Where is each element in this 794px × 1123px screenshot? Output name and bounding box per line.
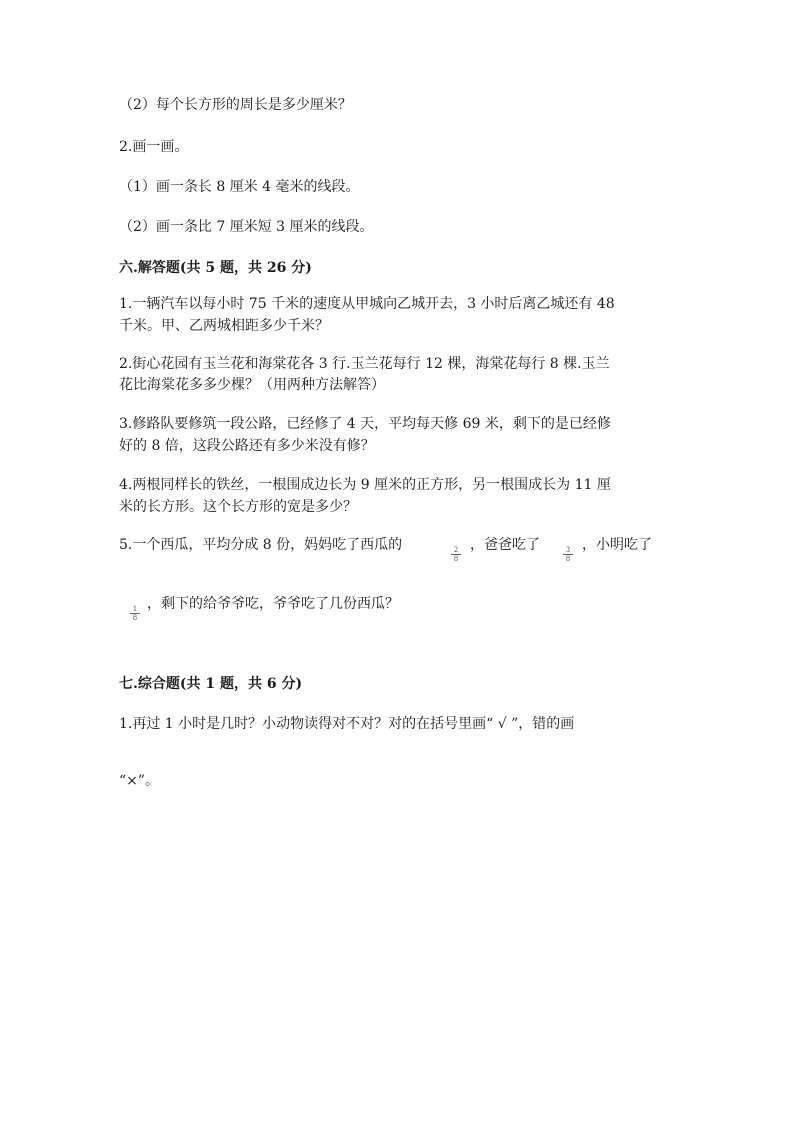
fraction-ming-numerator: 1 xyxy=(132,605,138,613)
question-7-1-line-1: 1.再过 1 小时是几时？小动物读得对不对？对的在括号里画“ √ ”，错的画 xyxy=(119,716,575,732)
question-5-2-sub-2: （2）画一条比 7 厘米短 3 厘米的线段。 xyxy=(119,219,374,235)
question-6-5-part-4: ，剩下的给爷爷吃，爷爷吃了几份西瓜？ xyxy=(147,596,399,612)
question-6-1-line-1: 1.一辆汽车以每小时 75 千米的速度从甲城向乙城开去，3 小时后离乙城还有 48 xyxy=(119,296,615,312)
question-6-2-line-1: 2.街心花园有玉兰花和海棠花各 3 行.玉兰花每行 12 棵，海棠花每行 8 棵.玉兰 xyxy=(119,356,610,372)
question-6-5-part-3: ，小明吃了 xyxy=(582,537,652,553)
question-6-3-line-1: 3.修路队要修筑一段公路，已经修了 4 天，平均每天修 69 米，剩下的是已经修 xyxy=(119,416,611,432)
section-6-heading: 六.解答题(共 5 题，共 26 分) xyxy=(119,260,312,276)
question-7-1-line-2: “×”。 xyxy=(119,773,160,789)
section-7-heading: 七.综合题(共 1 题，共 6 分) xyxy=(119,676,303,692)
fraction-ming xyxy=(128,605,142,622)
question-5-2-sub-1: （1）画一条长 8 厘米 4 毫米的线段。 xyxy=(119,179,360,195)
question-6-4-line-2: 米的长方形。这个长方形的宽是多少？ xyxy=(119,499,357,515)
fraction-dad-denominator: 8 xyxy=(565,555,571,563)
fraction-dad-numerator: 3 xyxy=(565,546,571,554)
fraction-mom-numerator: 2 xyxy=(453,546,459,554)
fraction-mom xyxy=(449,546,463,563)
question-6-1-line-2: 千米。甲、乙两城相距多少千米？ xyxy=(119,318,329,334)
question-6-5-part-1: 5.一个西瓜，平均分成 8 份，妈妈吃了西瓜的 xyxy=(119,537,403,553)
question-6-2-line-2: 花比海棠花多多少棵？（用两种方法解答） xyxy=(119,377,385,393)
question-6-3-line-2: 好的 8 倍，这段公路还有多少米没有修？ xyxy=(119,438,375,454)
question-5-2: 2.画一画。 xyxy=(119,139,189,155)
question-5-1-sub-2: （2）每个长方形的周长是多少厘米？ xyxy=(119,97,352,113)
fraction-ming-denominator: 8 xyxy=(132,614,138,622)
question-6-4-line-1: 4.两根同样长的铁丝，一根围成边长为 9 厘米的正方形，另一根围成长为 11 厘 xyxy=(119,477,611,493)
question-6-5-part-2: ，爸爸吃了 xyxy=(470,537,540,553)
fraction-mom-denominator: 8 xyxy=(453,555,459,563)
fraction-dad xyxy=(561,546,575,563)
